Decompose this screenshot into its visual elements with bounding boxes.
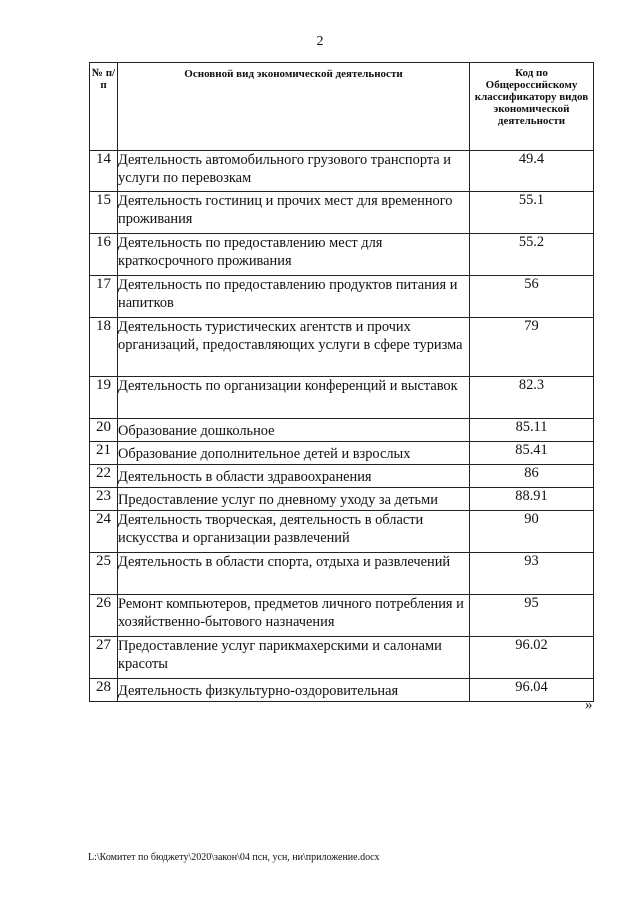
table-row — [90, 276, 594, 318]
okved-code: 93 — [470, 553, 594, 595]
table-row — [90, 679, 594, 702]
row-number: 27 — [90, 637, 118, 679]
row-number: 14 — [90, 151, 118, 192]
okved-code: 49.4 — [470, 151, 594, 192]
activity-name: Ремонт компьютеров, предметов личного потребления и хозяйственно-бытового назначения — [118, 595, 470, 637]
okved-code: 88.91 — [470, 488, 594, 511]
header-activity-name: Основной вид экономической деятельности — [118, 63, 470, 151]
row-number: 25 — [90, 553, 118, 595]
okved-code: 56 — [470, 276, 594, 318]
row-number: 23 — [90, 488, 118, 511]
table-row — [90, 419, 594, 442]
table-row — [90, 192, 594, 234]
activity-name: Деятельность в области спорта, отдыха и развлечений — [118, 553, 470, 595]
table-row — [90, 595, 594, 637]
activity-name: Деятельность по организации конференций и выставок — [118, 377, 470, 419]
row-number: 20 — [90, 419, 118, 442]
okved-code: 85.11 — [470, 419, 594, 442]
table-row — [90, 234, 594, 276]
activity-name: Деятельность в области здравоохранения — [118, 465, 470, 488]
header-okved-code: Код по Общероссийскому классификатору видов экономической деятельности — [470, 63, 594, 151]
row-number: 26 — [90, 595, 118, 637]
activity-name: Деятельность по предоставлению мест для краткосрочного проживания — [118, 234, 470, 276]
row-number: 17 — [90, 276, 118, 318]
activity-name: Предоставление услуг по дневному уходу за детьми — [118, 488, 470, 511]
activity-name: Деятельность физкультурно-оздоровительная — [118, 679, 470, 702]
activity-name: Предоставление услуг парикмахерскими и салонами красоты — [118, 637, 470, 679]
okved-code: 55.2 — [470, 234, 594, 276]
row-number: 18 — [90, 318, 118, 377]
activity-name: Деятельность туристических агентств и прочих организаций, предоставляющих услуги в сфере туризма — [118, 318, 470, 377]
closing-quote-mark: » — [585, 697, 593, 713]
okved-code: 79 — [470, 318, 594, 377]
page-number: 2 — [316, 34, 324, 49]
okved-code: 82.3 — [470, 377, 594, 419]
activity-name: Деятельность творческая, деятельность в области искусства и организации развлечений — [118, 511, 470, 553]
row-number: 15 — [90, 192, 118, 234]
okved-code: 96.02 — [470, 637, 594, 679]
footer-file-path: L:\Комитет по бюджету\2020\закон\04 псн, усн, ни\приложение.docx — [88, 852, 380, 863]
row-number: 24 — [90, 511, 118, 553]
okved-code: 96.04 — [470, 679, 594, 702]
okved-code: 55.1 — [470, 192, 594, 234]
table-row — [90, 511, 594, 553]
okved-code: 85.41 — [470, 442, 594, 465]
header-number: № п/п — [90, 63, 118, 151]
table-row — [90, 465, 594, 488]
table-row — [90, 377, 594, 419]
activity-name: Деятельность гостиниц и прочих мест для временного проживания — [118, 192, 470, 234]
row-number: 19 — [90, 377, 118, 419]
table-row — [90, 442, 594, 465]
table-row — [90, 637, 594, 679]
activity-name: Образование дополнительное детей и взрослых — [118, 442, 470, 465]
activity-name: Образование дошкольное — [118, 419, 470, 442]
table-header-row — [90, 63, 594, 151]
row-number: 22 — [90, 465, 118, 488]
table-row — [90, 318, 594, 377]
okved-code: 90 — [470, 511, 594, 553]
row-number: 21 — [90, 442, 118, 465]
table-row — [90, 488, 594, 511]
okved-code: 86 — [470, 465, 594, 488]
activity-name: Деятельность по предоставлению продуктов питания и напитков — [118, 276, 470, 318]
row-number: 16 — [90, 234, 118, 276]
table-row — [90, 553, 594, 595]
okved-code: 95 — [470, 595, 594, 637]
table-row — [90, 151, 594, 192]
row-number: 28 — [90, 679, 118, 702]
activity-name: Деятельность автомобильного грузового транспорта и услуги по перевозкам — [118, 151, 470, 192]
activity-table — [89, 62, 594, 702]
